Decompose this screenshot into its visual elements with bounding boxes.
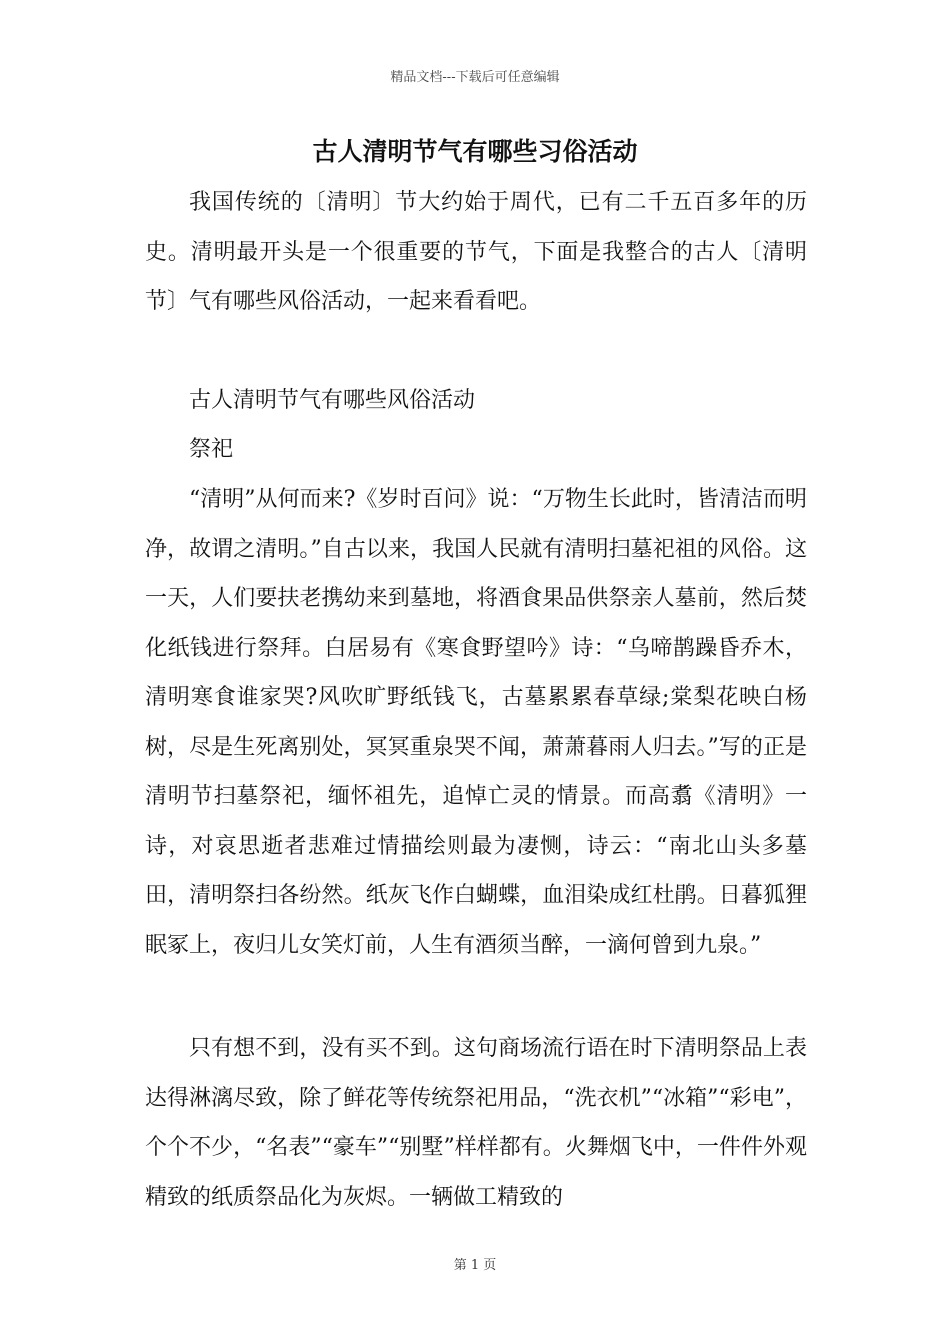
body-paragraph-2: 只有想不到，没有买不到。这句商场流行语在时下清明祭品上表达得淋漓尽致，除了鲜花等传统祭祀用品，“洗衣机”“冰箱”“彩电”，个个不少，“名表”“豪车”“别墅”样样都有。火舞烟飞中，一件件外观精致的纸质祭品化为灰烬。一辆做工精致的 [145,1036,807,1210]
page-number: 第 1 页 [453,1258,497,1273]
subheading-sacrifice: 祭祀 [189,437,234,462]
intro-paragraph: 我国传统的〔清明〕节大约始于周代，已有二千五百多年的历史。清明最开头是一个很重要的节气，下面是我整合的古人〔清明节〕气有哪些风俗活动，一起来看看吧。 [145,190,807,314]
page-header: 精品文档---下载后可任意编辑 [390,70,560,85]
document-title: 古人清明节气有哪些习俗活动 [312,137,638,166]
section-heading: 古人清明节气有哪些风俗活动 [189,388,476,413]
body-paragraph-1: “清明”从何而来?《岁时百问》说：“万物生长此时，皆清洁而明净，故谓之清明。”自古以来，我国人民就有清明扫墓祀祖的风俗。这一天，人们要扶老携幼来到墓地，将酒食果品供祭亲人墓前，然后焚化纸钱进行祭拜。白居易有《寒食野望吟》诗：“乌啼鹊躁昏乔木，清明寒食谁家哭?风吹旷野纸钱飞，古墓累累春草绿;棠梨花映白杨树，尽是生死离别处，冥冥重泉哭不闻，萧萧暮雨人归去。”写的正是清明节扫墓祭祀，缅怀祖先，追悼亡灵的情景。而高翥《清明》一诗，对哀思逝者悲难过情描绘则最为凄恻，诗云：“南北山头多墓田，清明祭扫各纷然。纸灰飞作白蝴蝶，血泪染成红杜鹃。日暮狐狸眠冢上，夜归儿女笑灯前，人生有酒须当醉，一滴何曾到九泉。” [145,487,807,958]
